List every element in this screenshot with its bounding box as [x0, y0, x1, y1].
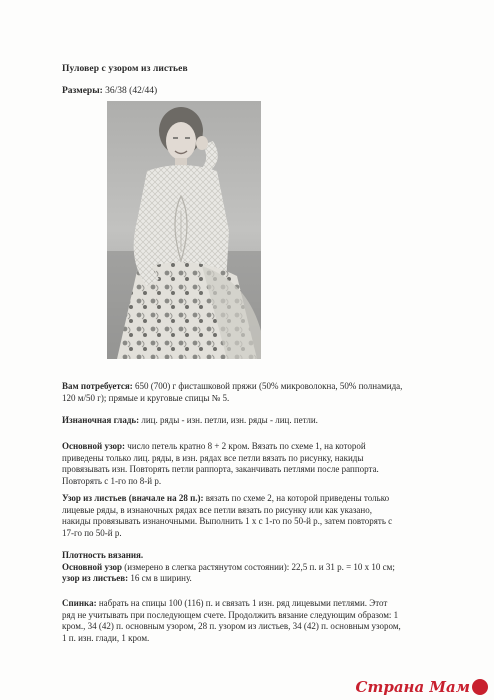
- density-main-text: (измерено в слегка растянутом состоянии): 22,5 п. и 31 р. = 10 х 10 см;: [124, 561, 395, 572]
- main-pattern-line-4: Повторять с 1-го по 8-й р.: [62, 475, 162, 486]
- sizes-label: Размеры:: [62, 86, 103, 96]
- back-line-1: [62, 598, 446, 610]
- main-pattern-section: [62, 441, 446, 487]
- density-heading: Плотность вязания.: [62, 550, 144, 560]
- density-main-label: Основной узор: [62, 561, 123, 572]
- density-leaf-label: узор из листьев:: [62, 573, 129, 584]
- main-pattern-line-2: приведены только лиц. ряды, в изн. рядах все петли вязать по рисунку, накиды: [62, 452, 364, 463]
- density-main-line: [62, 562, 446, 574]
- materials-label: Вам потребуется:: [62, 381, 133, 391]
- sizes-value: 36/38 (42/44): [105, 86, 158, 96]
- main-pattern-line-1: [62, 441, 446, 453]
- materials-line-2: 120 м/50 г); прямые и круговые спицы № 5.: [62, 392, 230, 403]
- purl-stitch-line: [62, 415, 446, 427]
- materials-line-1: [62, 381, 446, 393]
- leaf-pattern-text-1: вязать по схеме 2, на которой приведены только: [205, 493, 390, 503]
- sizes-line: [62, 86, 157, 96]
- density-leaf-line: [62, 573, 446, 585]
- main-pattern-label: Основной узор:: [62, 441, 126, 451]
- back-line-4: 1 п. изн. глади, 1 кром.: [62, 632, 150, 643]
- back-section: [62, 598, 446, 644]
- watermark-logo-icon: [472, 679, 488, 695]
- materials-section: [62, 381, 446, 404]
- leaf-pattern-line-2: лицевые ряды, в изнаночных рядах все петли вязать по рисунку или как указано,: [62, 504, 372, 515]
- document-title: Пуловер с узором из листьев: [62, 64, 188, 74]
- model-photo: [107, 101, 261, 359]
- purl-stitch-label: Изнаночная гладь:: [62, 415, 140, 425]
- density-section: [62, 550, 446, 585]
- main-pattern-text-1: число петель кратно 8 + 2 кром. Вязать по схеме 1, на которой: [127, 441, 366, 451]
- watermark-text: Страна Мам: [355, 678, 470, 696]
- back-text-1: набрать на спицы 100 (116) п. и связать 1 изн. ряд лицевыми петлями. Этот: [98, 598, 388, 608]
- leaf-pattern-section: [62, 493, 446, 539]
- leaf-pattern-line-4: 17-го по 50-й р.: [62, 527, 122, 538]
- site-watermark: [356, 678, 488, 696]
- main-pattern-line-3: провязывать изн. Повторять петли раппорта, заканчивать петлями после раппорта.: [62, 464, 379, 475]
- back-label: Спинка:: [62, 598, 97, 608]
- leaf-pattern-line-3: накиды провязывать изнаночными. Выполнить 1 х с 1-го по 50-й р., затем повторять с: [62, 516, 393, 527]
- back-line-2: ряд не учитывать при последующем счете. Продолжить вязание следующим образом: 1: [62, 609, 399, 620]
- density-leaf-text: 16 см в ширину.: [130, 573, 192, 584]
- purl-stitch-text: лиц. ряды - изн. петли, изн. ряды - лиц. петли.: [141, 415, 318, 425]
- purl-stitch-section: [62, 415, 446, 427]
- materials-text-1: 650 (700) г фисташковой пряжи (50% микроволокна, 50% полнамида,: [135, 381, 403, 391]
- leaf-pattern-line-1: [62, 493, 446, 505]
- leaf-pattern-label: Узор из листьев (вначале на 28 п.):: [62, 493, 204, 503]
- back-line-3: кром., 34 (42) п. основным узором, 28 п. узором из листьев, 34 (42) п. основным узором,: [62, 621, 401, 632]
